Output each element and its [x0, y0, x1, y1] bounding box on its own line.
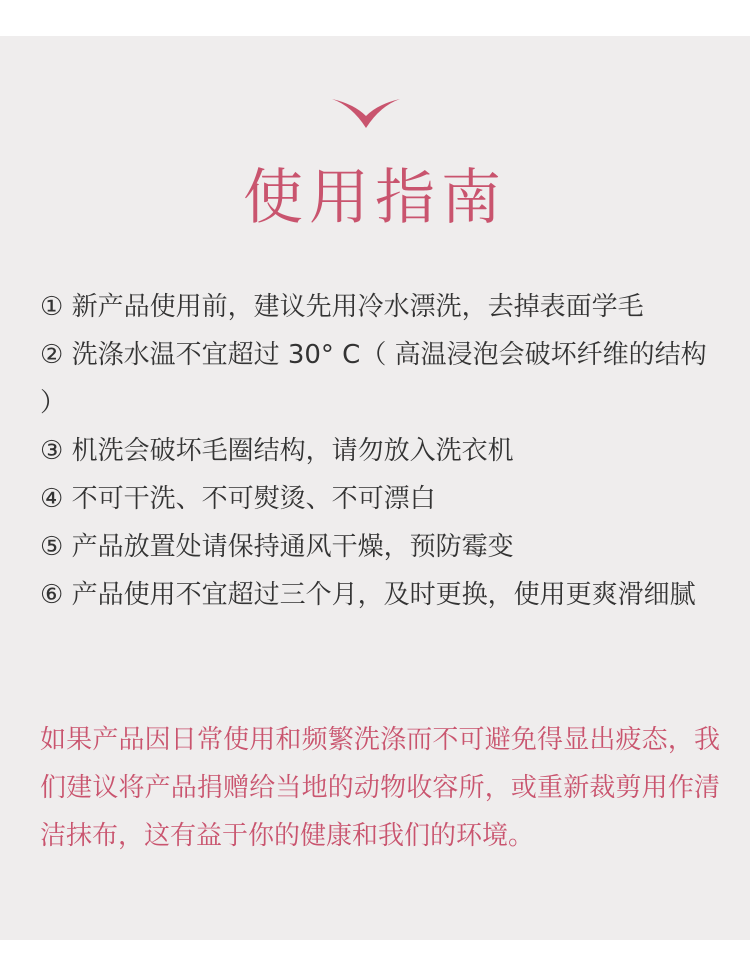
page-title: 使用指南	[243, 163, 507, 233]
content-panel	[0, 36, 750, 940]
instruction-item-6: ⑥ 产品使用不宜超过三个月，及时更换，使用更爽滑细腻	[40, 580, 696, 610]
donation-note: 如果产品因日常使用和频繁洗涤而不可避免得显出疲态，我们建议将产品捐赠给当地的动物收容所，或重新裁剪用作清洁抹布，这有益于你的健康和我们的环境。	[40, 725, 720, 851]
instruction-item-1: ① 新产品使用前，建议先用冷水漂洗，去掉表面学毛	[40, 292, 644, 322]
chevron-down-icon	[330, 96, 402, 130]
instruction-item-5: ⑤ 产品放置处请保持通风干燥，预防霉变	[40, 532, 514, 562]
instruction-item-2: ② 洗涤水温不宜超过 30° C（ 高温浸泡会破坏纤维的结构 ）	[40, 340, 707, 418]
instruction-item-3: ③ 机洗会破坏毛圈结构，请勿放入洗衣机	[40, 436, 514, 466]
instruction-list	[40, 283, 720, 619]
instruction-item-4: ④ 不可干洗、不可熨烫、不可漂白	[40, 484, 436, 514]
